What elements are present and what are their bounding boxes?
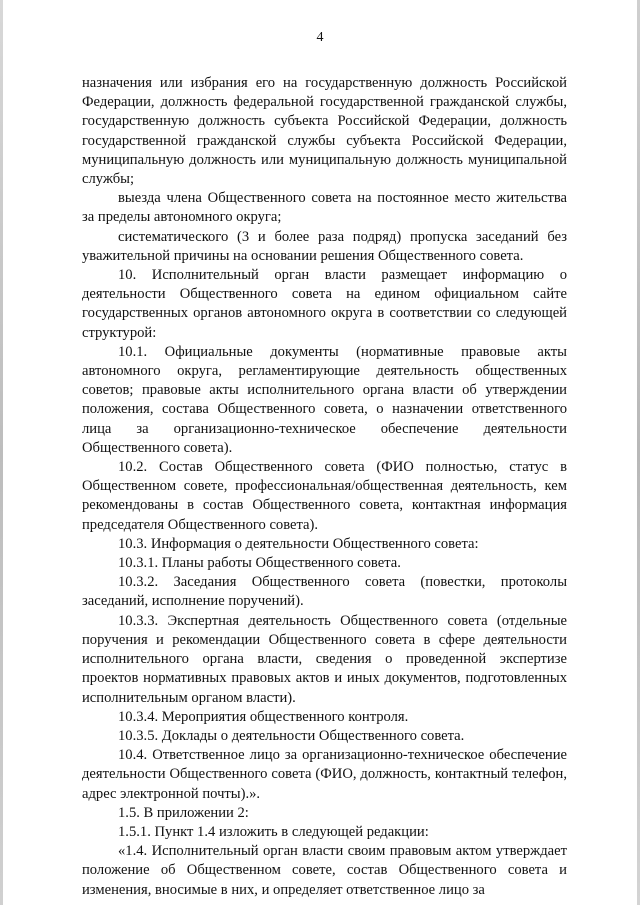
paragraph: 10.3.2. Заседания Общественного совета (повестки, протоколы заседаний, исполнение поручений). [82,574,567,610]
paragraph: 10.3.5. Доклады о деятельности Общественного совета. [118,727,465,744]
paragraph: «1.4. Исполнительный орган власти своим правовым актом утверждает положение об Общественном совете, состав Общественного совета и изменения, вносимые в них, и определяет ответственное лицо за [82,843,567,898]
paragraph: 1.5. В приложении 2: [118,804,249,821]
paragraph: 10.3. Информация о деятельности Общественного совета: [118,535,479,552]
paragraph: 10. Исполнительный орган власти размещает информацию о деятельности Общественного совета на едином официальном сайте государственных органов автономного округа в соответствии со следующей структурой: [82,267,567,341]
paragraph: назначения или избрания его на государственную должность Российской Федерации, должность федеральной государственной гражданской службы, государственную должность субъекта Российской Федерации, должность государственной гражданской службы субъекта Российской Федерации, муниципальную должность или муниципальную должность муниципальной службы; [82,75,567,188]
page-number: 4 [316,30,324,45]
paragraph: 1.5.1. Пункт 1.4 изложить в следующей редакции: [118,823,429,840]
paragraph: 10.2. Состав Общественного совета (ФИО полностью, статус в Общественном совете, профессиональная/общественная деятельность, кем рекомендованы в состав Общественного совета, контактная информация председателя Общественного совета). [82,459,567,533]
paragraph: 10.3.1. Планы работы Общественного совета. [118,555,401,572]
document-body [82,74,567,900]
paragraph: 10.3.4. Мероприятия общественного контроля. [118,708,409,725]
scan-edge-left [0,0,3,905]
paragraph: систематического (3 и более раза подряд) пропуска заседаний без уважительной причины на основании решения Общественного совета. [82,228,567,264]
paragraph: 10.1. Официальные документы (нормативные правовые акты автономного округа, регламентирующие деятельность общественных советов; правовые акты исполнительного органа власти об утверждении положения, состава Общественного совета, о назначении ответственного лица за организационно-техническое обеспечение деятельности Общественного совета). [82,343,567,456]
paragraph: 10.3.3. Экспертная деятельность Общественного совета (отдельные поручения и рекомендации Общественного совета в сфере деятельности исполнительного органа власти, сведения о проведенной экспертизе проектов нормативных правовых актов и иных документов, подготовленных исполнительным органом власти). [82,612,567,706]
paragraph: 10.4. Ответственное лицо за организационно-техническое обеспечение деятельности Общественного совета (ФИО, должность, контактный телефон, адрес электронной почты).». [82,747,567,802]
paragraph: выезда члена Общественного совета на постоянное место жительства за пределы автономного округа; [82,190,567,226]
